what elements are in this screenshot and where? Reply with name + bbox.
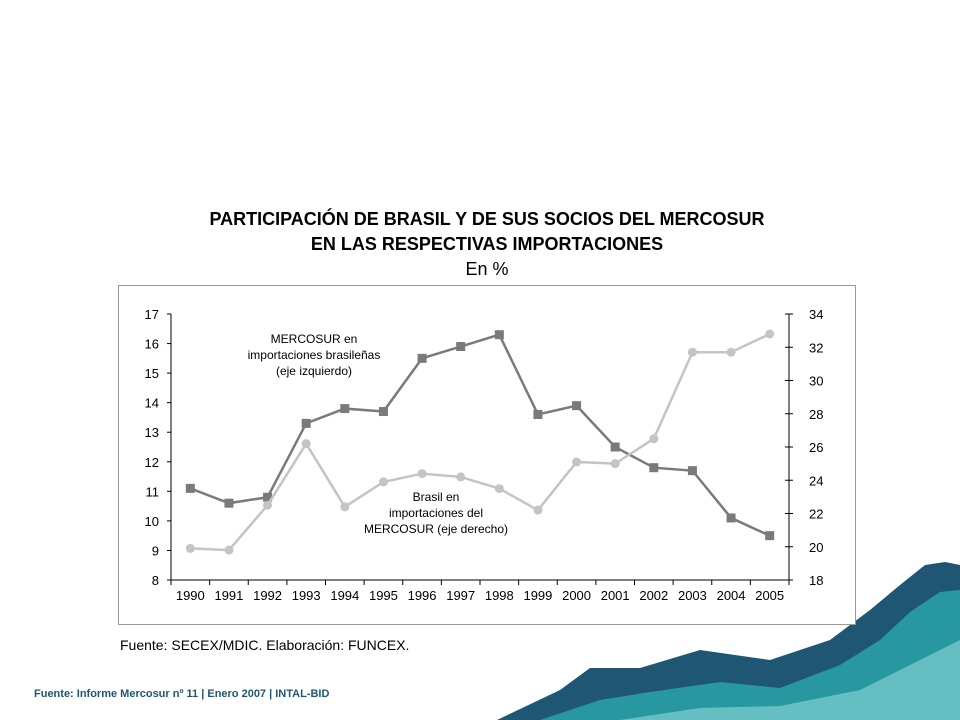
left-tick-label: 11 bbox=[145, 484, 159, 500]
line-chart bbox=[119, 286, 855, 624]
data-point-circle bbox=[263, 501, 272, 510]
data-point-square bbox=[533, 410, 542, 419]
source-note: Fuente: SECEX/MDIC. Elaboración: FUNCEX. bbox=[120, 637, 410, 653]
right-tick-label: 20 bbox=[809, 539, 824, 555]
left-tick-label: 8 bbox=[151, 573, 159, 588]
x-tick-label: 1991 bbox=[214, 588, 244, 603]
right-tick-label: 28 bbox=[809, 406, 824, 422]
left-tick-label: 15 bbox=[144, 366, 159, 382]
right-tick-label: 24 bbox=[809, 473, 824, 489]
data-point-square bbox=[186, 484, 195, 493]
data-point-square bbox=[611, 443, 620, 452]
annotation-right-series: MERCOSUR (eje derecho) bbox=[363, 522, 509, 536]
data-point-square bbox=[340, 404, 349, 413]
x-tick-label: 1990 bbox=[175, 588, 205, 603]
data-point-square bbox=[765, 531, 774, 540]
x-tick-label: 1996 bbox=[407, 588, 437, 603]
left-tick-label: 12 bbox=[144, 454, 159, 470]
x-tick-label: 1999 bbox=[523, 588, 553, 603]
data-point-circle bbox=[765, 329, 774, 338]
left-tick-label: 17 bbox=[144, 307, 159, 322]
right-tick-label: 30 bbox=[809, 373, 824, 389]
data-point-square bbox=[379, 407, 388, 416]
data-point-circle bbox=[727, 348, 736, 357]
right-tick-label: 32 bbox=[809, 340, 824, 356]
x-tick-label: 1994 bbox=[330, 588, 360, 603]
data-point-square bbox=[688, 466, 697, 475]
left-tick-label: 9 bbox=[151, 543, 159, 559]
data-point-circle bbox=[572, 457, 581, 466]
data-point-square bbox=[572, 401, 581, 410]
data-point-circle bbox=[495, 484, 504, 493]
data-point-square bbox=[649, 463, 658, 472]
data-point-circle bbox=[611, 459, 620, 468]
x-tick-label: 1998 bbox=[484, 588, 514, 603]
x-tick-label: 2002 bbox=[639, 588, 669, 603]
annotation-left-series: MERCOSUR en bbox=[270, 332, 358, 346]
data-point-circle bbox=[186, 544, 195, 553]
x-tick-label: 1995 bbox=[368, 588, 398, 603]
left-tick-label: 14 bbox=[144, 395, 159, 411]
x-tick-label: 2005 bbox=[755, 588, 785, 603]
data-point-circle bbox=[649, 434, 658, 443]
x-tick-label: 1997 bbox=[446, 588, 476, 603]
annotation-right-series: Brasil en bbox=[412, 490, 460, 504]
chart-frame bbox=[118, 285, 856, 625]
annotation-left-series: importaciones brasileñas bbox=[247, 348, 381, 362]
annotation-left-series: (eje izquierdo) bbox=[275, 364, 353, 378]
x-tick-label: 1993 bbox=[291, 588, 321, 603]
x-tick-label: 2001 bbox=[600, 588, 630, 603]
data-point-circle bbox=[456, 472, 465, 481]
x-tick-label: 1992 bbox=[253, 588, 283, 603]
data-point-circle bbox=[533, 506, 542, 515]
data-point-circle bbox=[688, 348, 697, 357]
x-tick-label: 2003 bbox=[677, 588, 707, 603]
data-point-circle bbox=[224, 546, 233, 555]
data-point-square bbox=[495, 330, 504, 339]
chart-subtitle: En % bbox=[465, 259, 509, 279]
data-point-circle bbox=[418, 469, 427, 478]
data-point-circle bbox=[302, 439, 311, 448]
right-tick-label: 34 bbox=[809, 307, 824, 322]
chart-title: PARTICIPACIÓN DE BRASIL Y DE SUS SOCIOS DEL MERCOSUR bbox=[209, 209, 765, 229]
data-point-circle bbox=[379, 477, 388, 486]
left-tick-label: 16 bbox=[144, 336, 159, 352]
data-point-square bbox=[302, 419, 311, 428]
left-tick-label: 10 bbox=[144, 513, 159, 529]
chart-title-line2: EN LAS RESPECTIVAS IMPORTACIONES bbox=[310, 234, 664, 254]
data-point-circle bbox=[340, 502, 349, 511]
data-point-square bbox=[224, 499, 233, 508]
x-tick-label: 2000 bbox=[562, 588, 592, 603]
data-point-square bbox=[727, 513, 736, 522]
annotation-right-series: importaciones del bbox=[388, 506, 484, 520]
x-tick-label: 2004 bbox=[716, 588, 746, 603]
right-tick-label: 18 bbox=[809, 573, 824, 588]
data-point-square bbox=[418, 354, 427, 363]
data-point-square bbox=[456, 342, 465, 351]
right-tick-label: 22 bbox=[809, 506, 824, 522]
footer-source: Fuente: Informe Mercosur nº 11 | Enero 2007 | INTAL-BID bbox=[34, 688, 330, 700]
right-tick-label: 26 bbox=[809, 440, 824, 455]
left-tick-label: 13 bbox=[144, 425, 159, 441]
